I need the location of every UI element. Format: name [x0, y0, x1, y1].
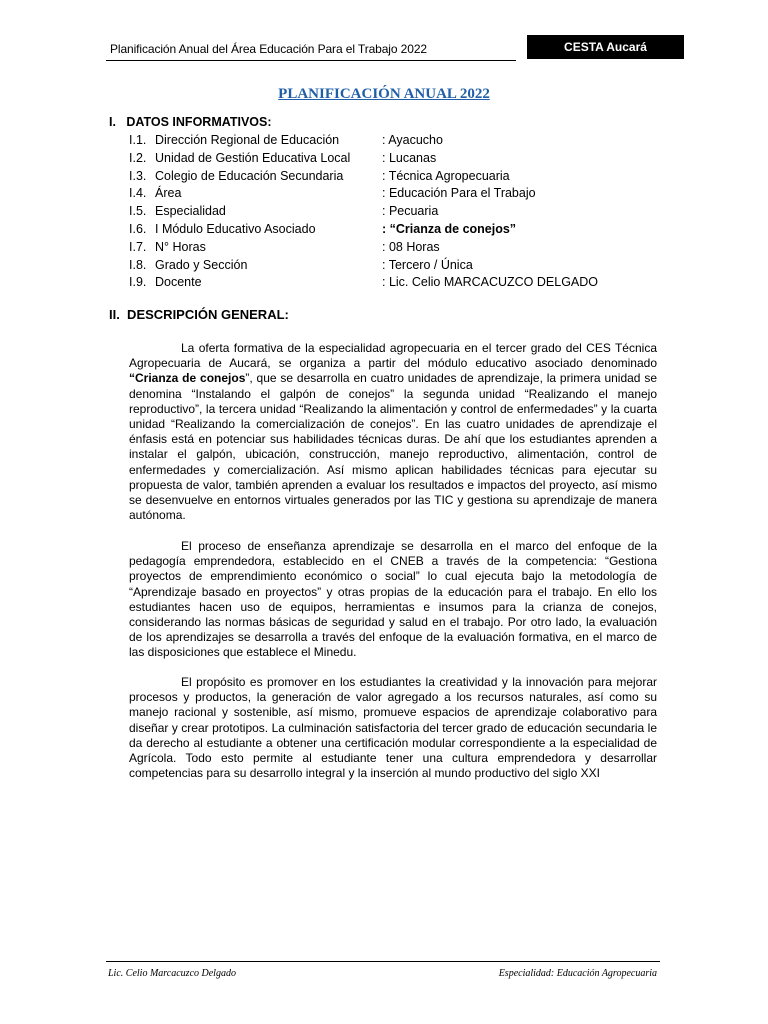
info-row [129, 169, 649, 187]
info-value: : Técnica Agropecuaria [382, 168, 510, 183]
info-row [129, 186, 649, 204]
info-number: I.9. [129, 275, 147, 290]
footer-specialty: Especialidad: Educación Agropecuaria [498, 968, 657, 979]
info-number: I.2. [129, 150, 147, 165]
info-list [129, 133, 649, 293]
info-row [129, 240, 649, 258]
info-label: Unidad de Gestión Educativa Local [155, 150, 351, 165]
info-value: : Pecuaria [382, 204, 439, 219]
info-label: Docente [155, 275, 202, 290]
info-row [129, 133, 649, 151]
school-badge: CESTA Aucará [527, 35, 684, 59]
info-label: Grado y Sección [155, 257, 248, 272]
info-label: Especialidad [155, 204, 226, 219]
info-row [129, 258, 649, 276]
footer-divider [106, 961, 660, 962]
info-value: : 08 Horas [382, 239, 440, 254]
document-title-text: PLANIFICACIÓN ANUAL 2022 [278, 86, 490, 102]
footer-author: Lic. Celio Marcacuzco Delgado [108, 968, 236, 979]
info-number: I.3. [129, 168, 147, 183]
paragraph-2 [129, 539, 657, 661]
paragraph-1 [129, 341, 657, 523]
info-label: Dirección Regional de Educación [155, 133, 340, 147]
info-number: I.5. [129, 204, 147, 219]
info-number: I.7. [129, 239, 147, 254]
paragraph-3 [129, 675, 657, 781]
info-row [129, 204, 649, 222]
info-row [129, 151, 649, 169]
paragraph-2-text: El proceso de enseñanza aprendizaje se desarrolla en el marco del enfoque de la pedagogía emprendedora, establecido en el CNEB a través de la competencia: “Gestiona proyectos de emprendimiento económico o social” lo cual ejecuta bajo la metodología de “Aprendizaje basado en proyectos” y otras propias de la educación para el trabajo. En ello los estudiantes hacen uso de equipos, herramientas e insumos para la crianza de conejos, considerando las normas básicas de seguridad y salud en el trabajo. Por otro lado, la evaluación de los aprendizajes se desarrolla a través del enfoque de la evaluación formativa, en el marco de las disposiciones que establece el Minedu. [129, 539, 657, 660]
info-number: I.8. [129, 257, 147, 272]
info-number: I.6. [129, 221, 147, 236]
info-label: Área [155, 186, 182, 201]
paragraph-1-text-a: La oferta formativa de la especialidad agropecuaria en el tercer grado del CES Técnica Agropecuaria de Aucará, se organiza a partir del módulo educativo asociado denominado [129, 341, 657, 371]
info-value: : Tercero / Única [382, 257, 473, 272]
info-value: : Educación Para el Trabajo [382, 186, 536, 201]
section-heading-descripcion: II. DESCRIPCIÓN GENERAL: [109, 307, 289, 322]
paragraph-1-bold: “Crianza de conejos [129, 371, 246, 386]
info-number: I.1. [129, 133, 147, 147]
paragraph-1-text-b: ”, que se desarrolla en cuatro unidades de aprendizaje, la primera unidad se denomina “Instalando el galpón de conejos” la segunda unidad “Realizando el manejo reproductivo”, la tercera unidad “Realizando la alimentación y control de enfermedades” y la cuarta unidad “Realizando la comercialización de conejos”. En las cuatro unidades de aprendizaje el énfasis está en potenciar sus habilidades técnicas duras. De ahí que los estudiantes aprenden a instalar el galpón, ubicación, construcción, manejo reproductivo, alimentación, control de enfermedades y comercialización. Así mismo aplican habilidades técnicas para ejecutar su propuesta de valor, también aprenden a evaluar los resultados e impactos del proyecto, así mismo se desenvuelve en entornos virtuales generados por las TIC y gestiona su aprendizaje de manera autónoma. [129, 371, 657, 523]
section-heading-datos: I. DATOS INFORMATIVOS: [109, 115, 272, 129]
info-value: : Lucanas [382, 150, 437, 165]
info-value: : “Crianza de conejos” [382, 221, 517, 236]
header-title: Planificación Anual del Área Educación Para el Trabajo 2022 [110, 42, 427, 56]
info-row [129, 222, 649, 240]
info-label: I Módulo Educativo Asociado [155, 221, 316, 236]
info-label: Colegio de Educación Secundaria [155, 168, 344, 183]
info-value: : Ayacucho [382, 133, 443, 147]
info-value: : Lic. Celio MARCACUZCO DELGADO [382, 275, 599, 290]
paragraph-3-text: El propósito es promover en los estudiantes la creatividad y la innovación para mejorar procesos y productos, la generación de valor agregado a los recursos naturales, así como su manejo racional y sostenible, así mismo, promueve espacios de aprendizaje colaborativo para diseñar y crear prototipos. La culminación satisfactoria del tercer grado de educación secundaria le da derecho al estudiante a obtener una certificación modular correspondiente a la especialidad de Agrícola. Todo esto permite al estudiante tener una cultura emprendedora y desarrollar competencias para su desarrollo integral y la inserción al mundo productivo del siglo XXI [129, 675, 657, 781]
info-label: N° Horas [155, 239, 206, 254]
header-divider [106, 60, 516, 61]
document-title [0, 86, 768, 103]
info-number: I.4. [129, 186, 147, 201]
info-row [129, 275, 649, 293]
